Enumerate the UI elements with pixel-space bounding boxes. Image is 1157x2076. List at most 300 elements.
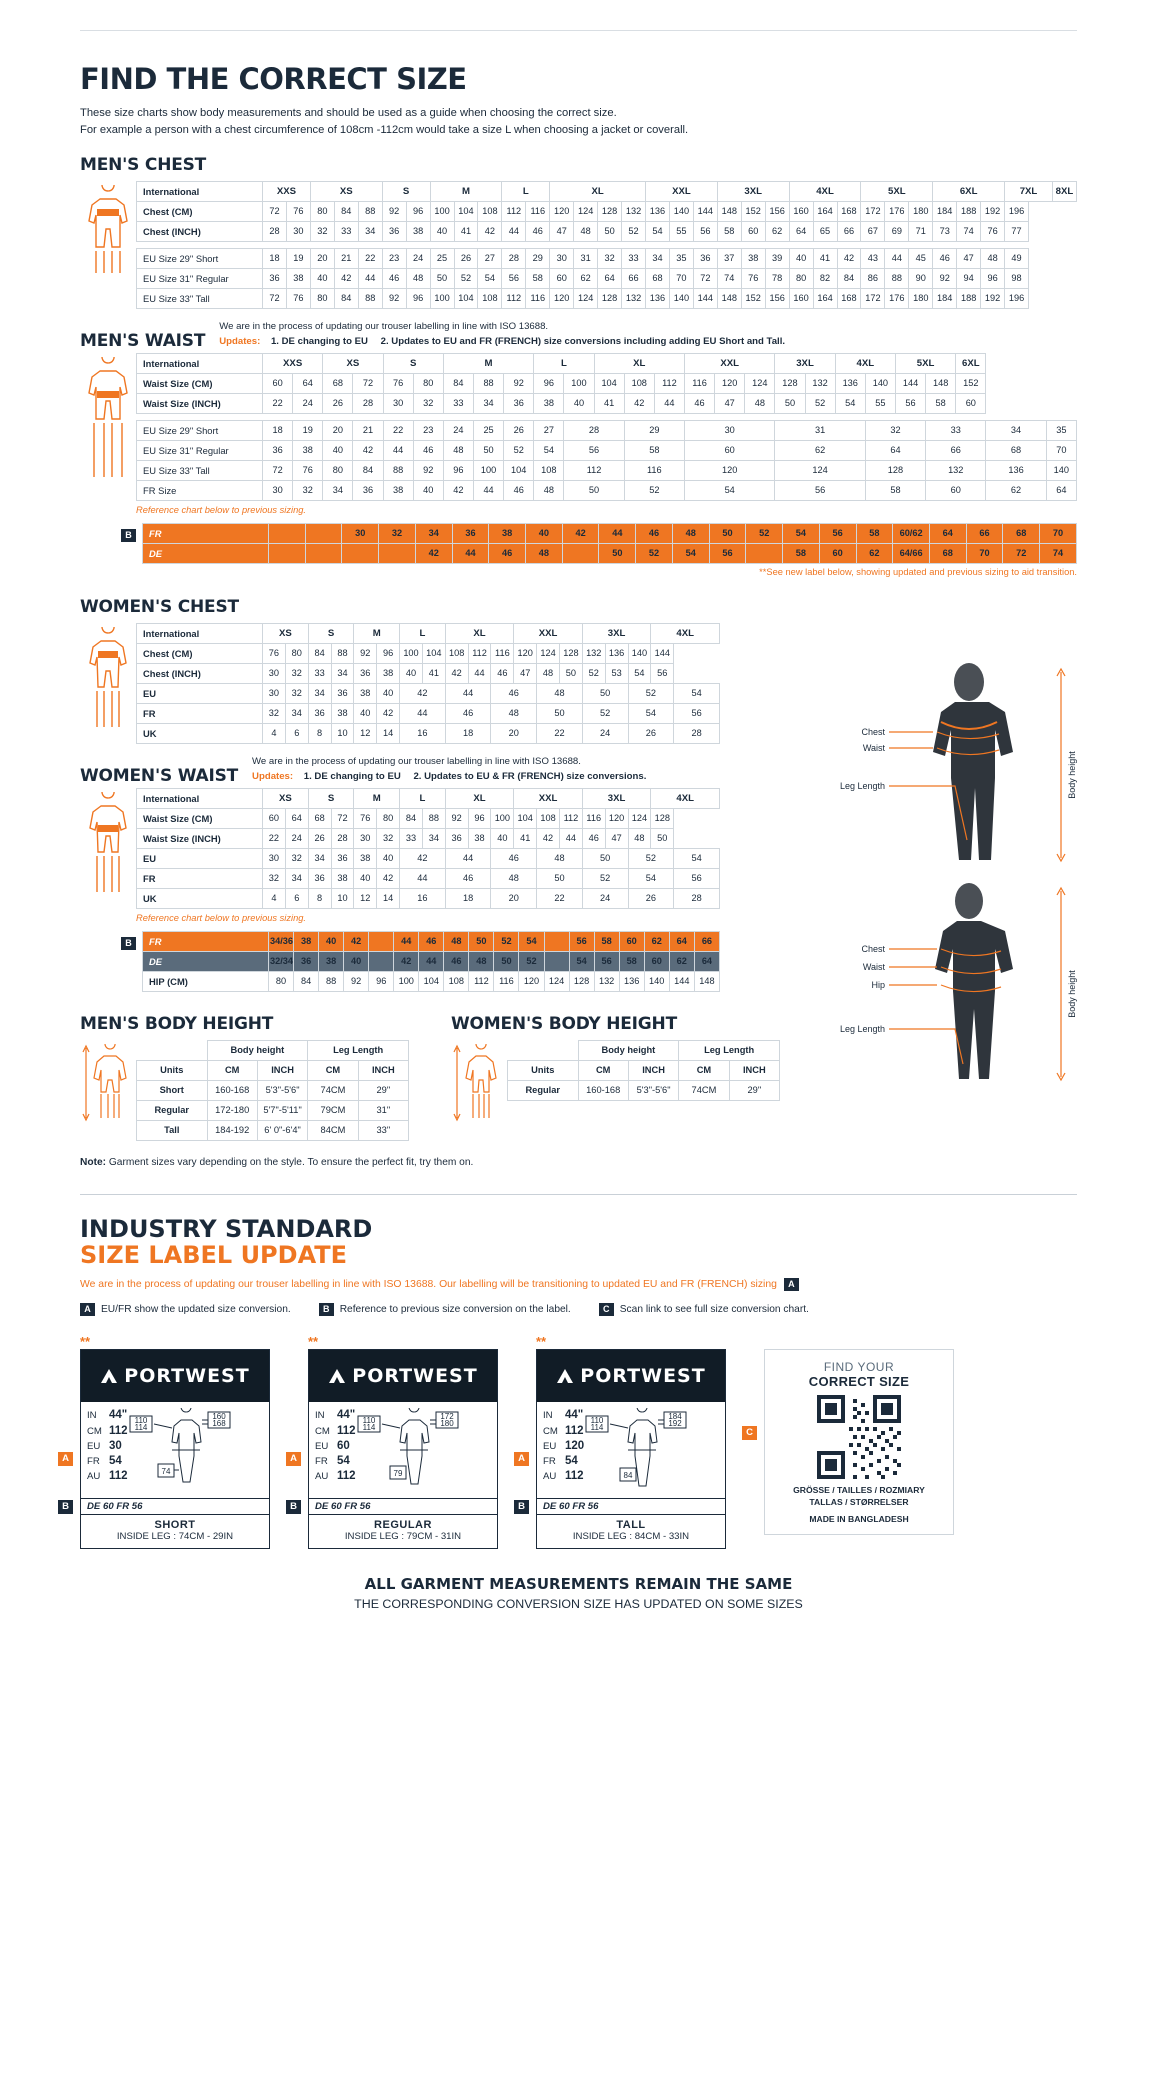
cell: 46 xyxy=(491,683,537,703)
cell: 48 xyxy=(491,868,537,888)
cell: 38 xyxy=(294,931,319,951)
label-chest: Chest xyxy=(861,727,885,737)
cell: 40 xyxy=(323,440,353,460)
cell: 128 xyxy=(651,808,674,828)
female-waist-icon xyxy=(80,792,136,896)
cell: 44 xyxy=(394,931,419,951)
cell: 36 xyxy=(263,268,287,288)
cell: 136 xyxy=(646,288,670,308)
cell: 16 xyxy=(400,723,446,743)
cell: 66 xyxy=(966,523,1003,543)
cell: 172 xyxy=(861,201,885,221)
table-row xyxy=(508,1060,780,1080)
label-body-height: Body height xyxy=(1067,751,1077,799)
industry-title-1: INDUSTRY STANDARD xyxy=(80,1214,373,1243)
cell: 34 xyxy=(308,848,331,868)
cell: 33 xyxy=(622,248,646,268)
cell: 156 xyxy=(765,288,789,308)
b-tag-holder xyxy=(80,931,142,951)
table-row xyxy=(137,268,1077,288)
table-row xyxy=(137,788,720,808)
womens-waist-ref-note: Reference chart below to previous sizing. xyxy=(136,912,307,923)
cell: 52 xyxy=(582,703,628,723)
cell: 128 xyxy=(598,288,622,308)
cell: 68 xyxy=(929,543,966,563)
cell: 120 xyxy=(605,808,628,828)
cell: 96 xyxy=(981,268,1005,288)
table-row xyxy=(137,808,720,828)
womens-waist-heading: WOMEN'S WAIST xyxy=(80,765,239,786)
portwest-logo-icon xyxy=(328,1368,346,1384)
cell: 20 xyxy=(491,723,537,743)
qr-card xyxy=(764,1349,954,1534)
cell: 24 xyxy=(406,248,430,268)
mens-previous-sizing-table xyxy=(142,523,1077,564)
cell: 40 xyxy=(430,221,454,241)
cell: 68 xyxy=(1003,523,1040,543)
col-header: 3XL xyxy=(582,788,651,808)
cell: 60 xyxy=(741,221,765,241)
table-row xyxy=(137,888,720,908)
col-header: S xyxy=(383,353,443,373)
table-row xyxy=(137,1080,409,1100)
table-row xyxy=(137,1120,409,1140)
cell: 36 xyxy=(331,848,354,868)
brand-name: PORTWEST xyxy=(352,1365,478,1388)
cell: 41 xyxy=(594,393,624,413)
height-value-1: 184 xyxy=(668,1412,682,1422)
table-row xyxy=(508,1040,780,1060)
group-header: Body height xyxy=(207,1040,308,1060)
update-2: 2. Updates to EU & FR (FRENCH) size conversions. xyxy=(413,770,647,782)
cell: 184 xyxy=(933,201,957,221)
cell: 46 xyxy=(419,931,444,951)
cell: 60 xyxy=(263,373,293,393)
cell: 104 xyxy=(422,643,445,663)
row-label: Waist Size (CM) xyxy=(137,373,263,393)
mens-waist-table xyxy=(136,353,1077,501)
row-label: Tall xyxy=(137,1120,208,1140)
cell: 24 xyxy=(582,723,628,743)
cell xyxy=(746,543,783,563)
cell: 108 xyxy=(445,643,468,663)
cell: 62 xyxy=(765,221,789,241)
cell: 46 xyxy=(444,951,469,971)
cell: 19 xyxy=(293,420,323,440)
cell: 40 xyxy=(354,868,377,888)
cell: 136 xyxy=(619,971,644,991)
cell: 34 xyxy=(323,480,353,500)
cell: 100 xyxy=(473,460,503,480)
col-header: 4XL xyxy=(651,623,720,643)
b-tag-holder xyxy=(80,523,142,543)
cell: 44 xyxy=(654,393,684,413)
cell: 144 xyxy=(693,288,717,308)
cell: 64 xyxy=(865,440,925,460)
col-header: XS xyxy=(323,353,383,373)
cell: 34 xyxy=(986,420,1046,440)
cell: 104 xyxy=(419,971,444,991)
spec-value: 44" xyxy=(565,1409,584,1422)
table-row xyxy=(137,373,1077,393)
qr-title-1: FIND YOUR xyxy=(823,1360,895,1375)
cell: 34 xyxy=(415,523,452,543)
waist-value-1: 110 xyxy=(134,1416,147,1426)
fit-note-label: Note: xyxy=(80,1156,107,1168)
cell: 24 xyxy=(285,828,308,848)
cell: 136 xyxy=(646,201,670,221)
cell: 76 xyxy=(383,373,413,393)
cell: 46 xyxy=(684,393,714,413)
table-row xyxy=(137,420,1077,440)
cell: 64 xyxy=(598,268,622,288)
cell: 33 xyxy=(308,663,331,683)
qr-title-2: CORRECT SIZE xyxy=(808,1374,910,1390)
cell: 48 xyxy=(469,951,494,971)
cell: 47 xyxy=(957,248,981,268)
cell: 22 xyxy=(383,420,413,440)
cell: 38 xyxy=(354,683,377,703)
cell: 30 xyxy=(354,828,377,848)
cell: 42 xyxy=(443,480,473,500)
row-label: EU Size 33" Tall xyxy=(137,288,263,308)
cell: 56 xyxy=(775,480,865,500)
cell: 32 xyxy=(285,663,308,683)
cell: 52 xyxy=(582,868,628,888)
spec-value: 112 xyxy=(565,1424,584,1437)
label-waist: Waist xyxy=(862,962,885,972)
col-header: L xyxy=(400,788,446,808)
cell: 50 xyxy=(473,440,503,460)
male-measurement-figure xyxy=(829,660,1079,865)
updates-label: Updates: xyxy=(252,770,294,782)
cell: 64 xyxy=(285,808,308,828)
cell: 188 xyxy=(957,201,981,221)
label-pictogram xyxy=(356,1408,491,1494)
row-label: EU Size 31" Regular xyxy=(137,440,263,460)
cell: 144 xyxy=(669,971,694,991)
cell: 45 xyxy=(909,248,933,268)
cell: 56 xyxy=(895,393,925,413)
cell: 41 xyxy=(454,221,478,241)
mens-waist-updates xyxy=(219,336,1077,347)
cell: 29" xyxy=(358,1080,408,1100)
height-value-2: 168 xyxy=(211,1419,226,1429)
cell: 104 xyxy=(594,373,624,393)
industry-subtitle-text: We are in the process of updating our trouser labelling in line with ISO 13688. Our labelling will be transitioning to updated EU and FR (FRENCH) sizing xyxy=(80,1279,777,1291)
height-value-2: 192 xyxy=(668,1419,682,1429)
cell: 41 xyxy=(422,663,445,683)
section-divider xyxy=(80,1194,1077,1195)
b-tag: B xyxy=(58,1500,73,1514)
cell: 41 xyxy=(813,248,837,268)
spec-value: 112 xyxy=(337,1424,356,1437)
cell: 68 xyxy=(986,440,1046,460)
table-row xyxy=(143,971,720,991)
cell: 46 xyxy=(526,221,550,241)
label-spec: IN 44" CM 112 EU 30 FR 54 AU 112 xyxy=(87,1409,128,1483)
legend-text-b: Reference to previous size conversion on the label. xyxy=(339,1304,571,1316)
cell: 90 xyxy=(909,268,933,288)
cell: 88 xyxy=(885,268,909,288)
male-torso-icon xyxy=(80,185,136,277)
col-header: CM xyxy=(308,1060,358,1080)
cell: 30 xyxy=(263,848,286,868)
label-fit: SHORT xyxy=(154,1519,196,1532)
cell: 44 xyxy=(559,828,582,848)
mens-chest-heading: MEN'S CHEST xyxy=(80,154,207,175)
row-label: FR xyxy=(137,703,263,723)
mens-waist-ref-note: Reference chart below to previous sizing. xyxy=(136,504,307,515)
cell: 98 xyxy=(1005,268,1029,288)
cell: 36 xyxy=(308,868,331,888)
cell: 38 xyxy=(741,248,765,268)
cell: 71 xyxy=(909,221,933,241)
cell: 47 xyxy=(715,393,745,413)
cell: 42 xyxy=(377,703,400,723)
label-inside-leg: INSIDE LEG : 84CM - 33IN xyxy=(572,1531,690,1543)
table-row xyxy=(137,828,720,848)
table-spacer xyxy=(137,413,1077,420)
cell: 64 xyxy=(929,523,966,543)
table-row xyxy=(137,1100,409,1120)
cell: 34 xyxy=(646,248,670,268)
cell: 27 xyxy=(534,420,564,440)
col-header: XXS xyxy=(263,353,323,373)
cell: 32 xyxy=(285,848,308,868)
col-header: 3XL xyxy=(582,623,651,643)
cell: 92 xyxy=(445,808,468,828)
col-header: 3XL xyxy=(717,181,789,201)
cell: 35 xyxy=(669,248,693,268)
cell: 36 xyxy=(354,663,377,683)
cell: 50 xyxy=(582,683,628,703)
table-row xyxy=(137,248,1077,268)
womens-body-height-table xyxy=(507,1040,780,1101)
cell: 136 xyxy=(986,460,1046,480)
col-header: International xyxy=(137,353,263,373)
qr-code[interactable] xyxy=(817,1395,901,1479)
cell: 60 xyxy=(819,543,856,563)
spec-value: 44" xyxy=(109,1409,128,1422)
cell: 44 xyxy=(358,268,382,288)
cell: 116 xyxy=(526,288,550,308)
col-header: S xyxy=(382,181,430,201)
cell: 30 xyxy=(550,248,574,268)
cell: 76 xyxy=(354,808,377,828)
col-header: XXL xyxy=(684,353,774,373)
cell: 31 xyxy=(775,420,865,440)
cell: 54 xyxy=(672,543,709,563)
cell: 4 xyxy=(263,723,286,743)
waist-value-1: 110 xyxy=(590,1416,604,1426)
cell: 60 xyxy=(619,931,644,951)
cell: 60 xyxy=(926,480,986,500)
cell: 160-168 xyxy=(207,1080,257,1100)
table-row xyxy=(137,623,720,643)
cell: 112 xyxy=(502,201,526,221)
cell: 74 xyxy=(957,221,981,241)
cell: 128 xyxy=(598,201,622,221)
cell: 16 xyxy=(400,888,446,908)
cell: 84 xyxy=(334,288,358,308)
cell: 40 xyxy=(310,268,334,288)
height-value-1: 172 xyxy=(439,1412,454,1422)
spec-value: 120 xyxy=(565,1439,585,1452)
cell: 70 xyxy=(669,268,693,288)
label-spec: IN 44" CM 112 EU 120 FR 54 AU 112 xyxy=(543,1409,585,1483)
cell: 168 xyxy=(837,288,861,308)
cell: 36 xyxy=(504,393,534,413)
cell: 38 xyxy=(534,393,564,413)
cell: 148 xyxy=(926,373,956,393)
cell: 20 xyxy=(491,888,537,908)
cell: 66 xyxy=(926,440,986,460)
cell: 6 xyxy=(285,723,308,743)
row-label: EU xyxy=(137,683,263,703)
cell: 152 xyxy=(741,201,765,221)
cell: 78 xyxy=(765,268,789,288)
col-header: M xyxy=(430,181,502,201)
col-header: 6XL xyxy=(956,353,986,373)
cell: 128 xyxy=(775,373,805,393)
qr-made-in: MADE IN BANGLADESH xyxy=(809,1513,909,1524)
cell: 28 xyxy=(331,828,354,848)
cell: 38 xyxy=(331,868,354,888)
waist-value-2: 114 xyxy=(362,1423,375,1433)
mens-chest-figure xyxy=(80,181,136,277)
cell: 80 xyxy=(310,288,334,308)
cell: 84CM xyxy=(308,1120,358,1140)
cell: 132 xyxy=(622,288,646,308)
label-stars: ** xyxy=(80,1334,91,1350)
table-row xyxy=(137,1040,409,1060)
cell: 124 xyxy=(574,288,598,308)
label-spec: IN 44" CM 112 EU 60 FR 54 AU 112 xyxy=(315,1409,356,1483)
cell: 54 xyxy=(628,868,674,888)
cell: 112 xyxy=(468,643,491,663)
label-footer xyxy=(537,1514,725,1548)
col-header: XL xyxy=(445,788,514,808)
cell: 34 xyxy=(331,663,354,683)
cell: 43 xyxy=(861,248,885,268)
b-tag: B xyxy=(121,529,136,542)
cell: 50 xyxy=(651,828,674,848)
womens-previous-sizing-block xyxy=(80,931,720,992)
cell: 52 xyxy=(519,951,544,971)
cell: 116 xyxy=(491,643,514,663)
cell: 168 xyxy=(837,201,861,221)
cell: 46 xyxy=(491,848,537,868)
cell: 42 xyxy=(415,543,452,563)
col-header: International xyxy=(137,181,263,201)
row-label: DE xyxy=(143,951,269,971)
col-header: XL xyxy=(445,623,514,643)
cell: 46 xyxy=(445,703,491,723)
table-row xyxy=(143,543,1077,563)
col-header: International xyxy=(137,623,263,643)
cell: 42 xyxy=(537,828,560,848)
mens-waist-block xyxy=(80,353,1077,517)
cell: 68 xyxy=(646,268,670,288)
cell: 116 xyxy=(684,373,714,393)
cell: 64/66 xyxy=(893,543,930,563)
cell: 44 xyxy=(419,951,444,971)
cell: 88 xyxy=(473,373,503,393)
mens-chest-table-wrap xyxy=(136,181,1077,309)
cell: 54 xyxy=(519,931,544,951)
cell: 48 xyxy=(628,828,651,848)
table-row xyxy=(137,440,1077,460)
cell: 92 xyxy=(382,288,406,308)
cell: 46 xyxy=(491,663,514,683)
cell: 72 xyxy=(331,808,354,828)
cell: 50 xyxy=(430,268,454,288)
cell: 52 xyxy=(582,663,605,683)
cell: 36 xyxy=(263,440,293,460)
cell: 60 xyxy=(644,951,669,971)
cell: 62 xyxy=(986,480,1046,500)
cell: 36 xyxy=(331,683,354,703)
cell: 88 xyxy=(358,201,382,221)
cell: 180 xyxy=(909,288,933,308)
cell: 34 xyxy=(285,868,308,888)
cell: 67 xyxy=(861,221,885,241)
cell: 47 xyxy=(605,828,628,848)
cell: 26 xyxy=(323,393,353,413)
intro-line-1: These size charts show body measurements and should be used as a guide when choosing the correct size. xyxy=(80,107,617,119)
footer-line-2: THE CORRESPONDING CONVERSION SIZE HAS UPDATED ON SOME SIZES xyxy=(354,1597,803,1612)
cell: 31 xyxy=(574,248,598,268)
cell: 48 xyxy=(491,703,537,723)
cell: 46 xyxy=(933,248,957,268)
cell: 58 xyxy=(926,393,956,413)
cell: 92 xyxy=(344,971,369,991)
womens-chest-block xyxy=(80,623,720,744)
row-label: Waist Size (INCH) xyxy=(137,828,263,848)
cell: 60/62 xyxy=(893,523,930,543)
cell: 50 xyxy=(775,393,805,413)
cell: 124 xyxy=(574,201,598,221)
a-tag: A xyxy=(784,1278,799,1291)
cell: 112 xyxy=(654,373,684,393)
cell: 46 xyxy=(382,268,406,288)
col-header: XXL xyxy=(646,181,718,201)
cell: 32 xyxy=(379,523,416,543)
cell: 42 xyxy=(624,393,654,413)
cell: 42 xyxy=(344,931,369,951)
cell: 22 xyxy=(263,393,293,413)
cell: 25 xyxy=(430,248,454,268)
table-row xyxy=(137,480,1077,500)
cell: 64 xyxy=(1046,480,1076,500)
row-label: UK xyxy=(137,888,263,908)
cell: 47 xyxy=(550,221,574,241)
cell: 58 xyxy=(624,440,684,460)
cell: 37 xyxy=(717,248,741,268)
legend-item-c xyxy=(599,1303,809,1316)
cell: 160 xyxy=(789,201,813,221)
col-header: XXL xyxy=(514,788,583,808)
cell: 28 xyxy=(564,420,624,440)
cell: 80 xyxy=(323,460,353,480)
cell: 80 xyxy=(789,268,813,288)
cell: 148 xyxy=(717,201,741,221)
cell: 20 xyxy=(310,248,334,268)
cell: 18 xyxy=(445,888,491,908)
spec-value: 30 xyxy=(109,1439,122,1452)
cell: 104 xyxy=(504,460,534,480)
